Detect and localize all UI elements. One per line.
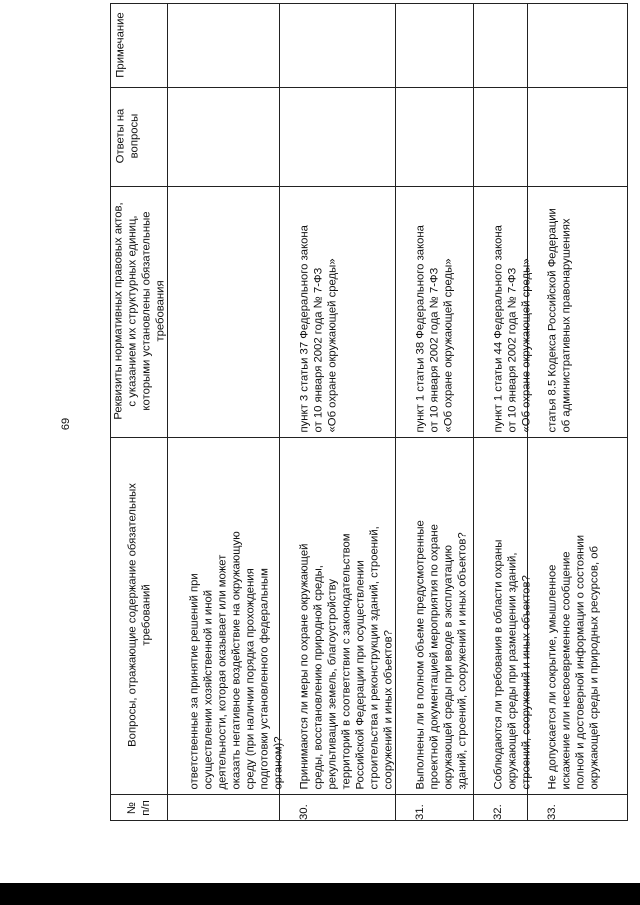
table-row-question: ответственные за принятие решений при осуществлении хозяйственной и иной деятельности, которая оказывает или может оказать негативное воздействие на окружающую среду (при наличии порядка прохождения подготовки установленного федеральным органом)? [188,531,285,790]
table-row-num: 33. [546,804,558,820]
table-row-question: Принимаются ли меры по охране окружающей среды, восстановлению природной среды, рекультивации земель, благоустройству территорий в соответствии с законодательством Российской Федерации при осуществлении строительства и реконструкции зданий, строений, сооружений и иных объектов? [298,526,395,790]
table-row-requisites: пункт 3 статьи 37 Федерального закона от 10 января 2002 года № 7-ФЗ «Об охране окружающей среды» [298,225,339,433]
table-row-requisites: пункт 1 статьи 38 Федерального закона от 10 января 2002 года № 7-ФЗ «Об охране окружающей среды» [414,225,455,433]
header-answers: Ответы на вопросы [114,108,141,164]
table-row-question: Не допускается ли сокрытие, умышленное искажение или несвоевременное сообщение полной и достоверной информации о состоянии окружающей среды и природных ресурсов, об [546,534,601,790]
header-num: № п/п [126,800,152,816]
table-row-question: Соблюдаются ли требования в области охраны окружающей среды при размещении зданий, строений, сооружений и иных объектов? [492,539,533,790]
table-row-num: 32. [492,804,504,820]
table-row-question: Выполнены ли в полном объеме предусмотренные проектной документацией мероприятия по охране окружающей среды при вводе в эксплуатацию зданий, строений, сооружений и иных объектов? [414,520,469,790]
table-row-num: 30. [298,804,310,820]
header-note: Примечание [114,12,127,78]
table-row-requisites: статья 8.5 Кодекса Российской Федерации об административных правонарушениях [546,208,573,433]
header-question: Вопросы, отражающие содержание обязательных требований [126,483,153,747]
requirements-table [110,3,628,821]
header-requisites: Реквизиты нормативных правовых актов, с указанием их структурных единиц, которыми установлены обязательные требования [112,202,167,420]
table-row-requisites: пункт 1 статьи 44 Федерального закона от 10 января 2002 года № 7-ФЗ «Об охране окружающей среды» [492,225,533,433]
table-row-num: 31. [414,804,426,820]
page-number: 69 [60,417,73,431]
scan-edge-bar [0,883,640,905]
